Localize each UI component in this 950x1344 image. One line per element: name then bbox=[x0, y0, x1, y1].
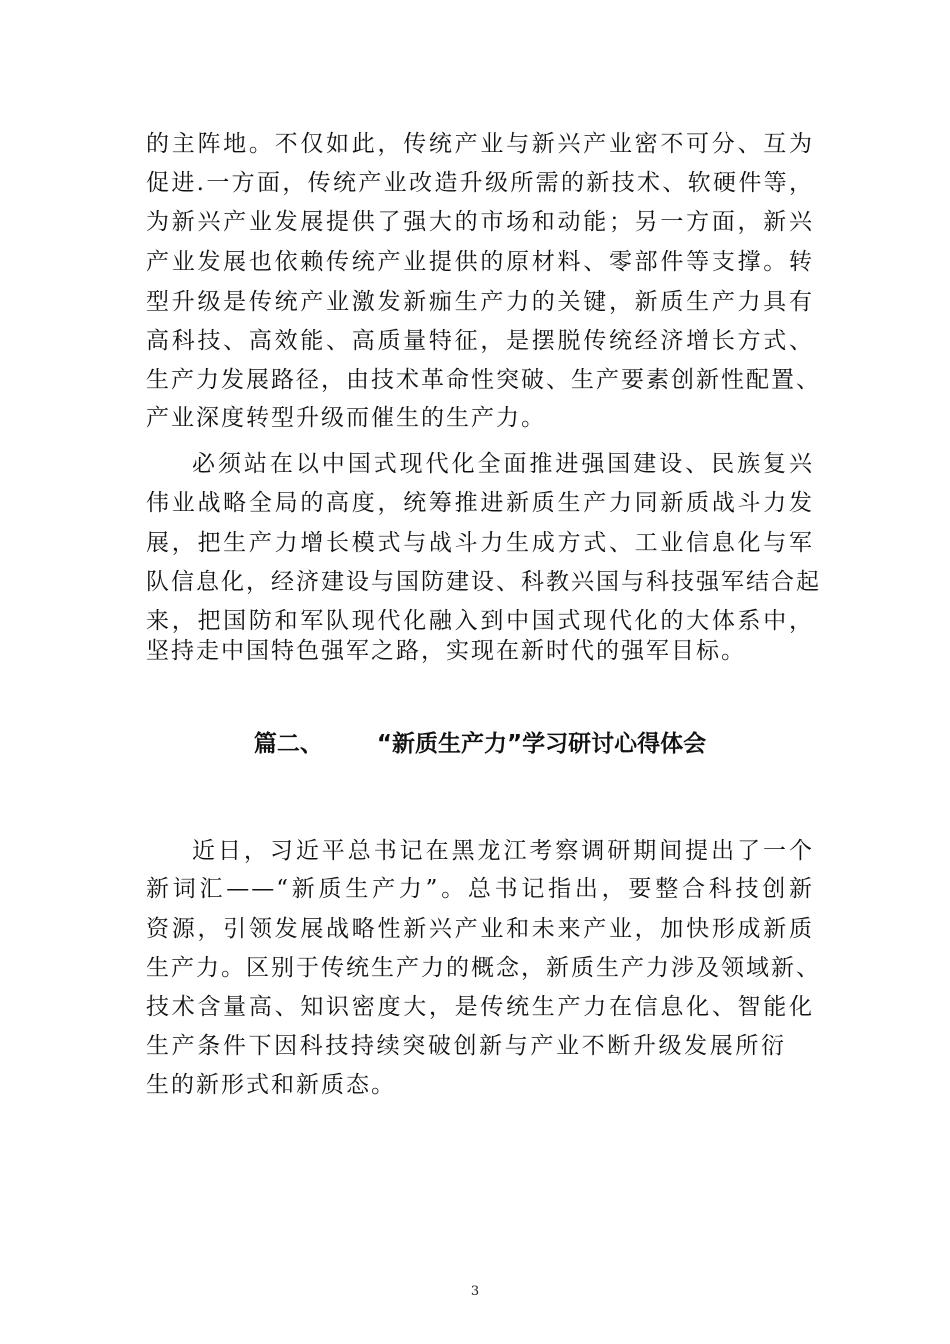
text-line: 的主阵地。不仅如此，传统产业与新兴产业密不可分、互为 bbox=[146, 131, 814, 157]
text-line: 生产力发展路径，由技术革命性突破、生产要素创新性配置、 bbox=[146, 367, 821, 393]
text-line: 技术含量高、知识密度大，是传统生产力在信息化、智能化 bbox=[146, 994, 814, 1020]
text-line: 产业深度转型升级而催生的生产力。 bbox=[146, 405, 546, 431]
text-line: 促进.一方面，传统产业改造升级所需的新技术、软硬件等， bbox=[146, 170, 814, 196]
text-line: 队信息化，经济建设与国防建设、科教兴国与科技强军结合起 bbox=[146, 569, 821, 595]
heading-title: “新质生产力”学习研讨心得体会 bbox=[376, 731, 707, 757]
text-line: 伟业战略全局的高度，统筹推进新质生产力同新质战斗力发 bbox=[146, 490, 814, 516]
text-line: 来，把国防和军队现代化融入到中国式现代化的大体系中， bbox=[146, 608, 814, 634]
text-line: 坚持走中国特色强军之路，实现在新时代的强军目标。 bbox=[146, 638, 746, 664]
text-line: 高科技、高效能、高质量特征，是摆脱传统经济增长方式、 bbox=[146, 328, 814, 354]
text-line: 资源，引领发展战略性新兴产业和未来产业，加快形成新质 bbox=[146, 916, 814, 942]
heading-prefix: 篇二、 bbox=[253, 731, 323, 757]
text-line: 近日，习近平总书记在黑龙江考察调研期间提出了一个 bbox=[192, 838, 814, 864]
text-line: 型升级是传统产业激发新痂生产力的关键，新质生产力具有 bbox=[146, 289, 814, 315]
text-line: 产业发展也依赖传统产业提供的原材料、零部件等支撑。转 bbox=[146, 249, 814, 275]
text-line: 生产条件下因科技持续突破创新与产业不断升级发展所衍 bbox=[146, 1033, 786, 1059]
text-line: 必须站在以中国式现代化全面推进强国建设、民族复兴 bbox=[192, 451, 814, 477]
text-line: 为新兴产业发展提供了强大的市场和动能；另一方面，新兴 bbox=[146, 209, 814, 235]
page-number: 3 bbox=[470, 1284, 480, 1299]
text-line: 展，把生产力增长模式与战斗力生成方式、工业信息化与军 bbox=[146, 530, 814, 556]
text-line: 生的新形式和新质态。 bbox=[146, 1072, 396, 1098]
text-line: 新词汇——“新质生产力”。总书记指出，要整合科技创新 bbox=[146, 876, 814, 902]
section-heading bbox=[146, 726, 814, 762]
text-line: 生产力。区别于传统生产力的概念，新质生产力涉及领域新、 bbox=[146, 955, 821, 981]
